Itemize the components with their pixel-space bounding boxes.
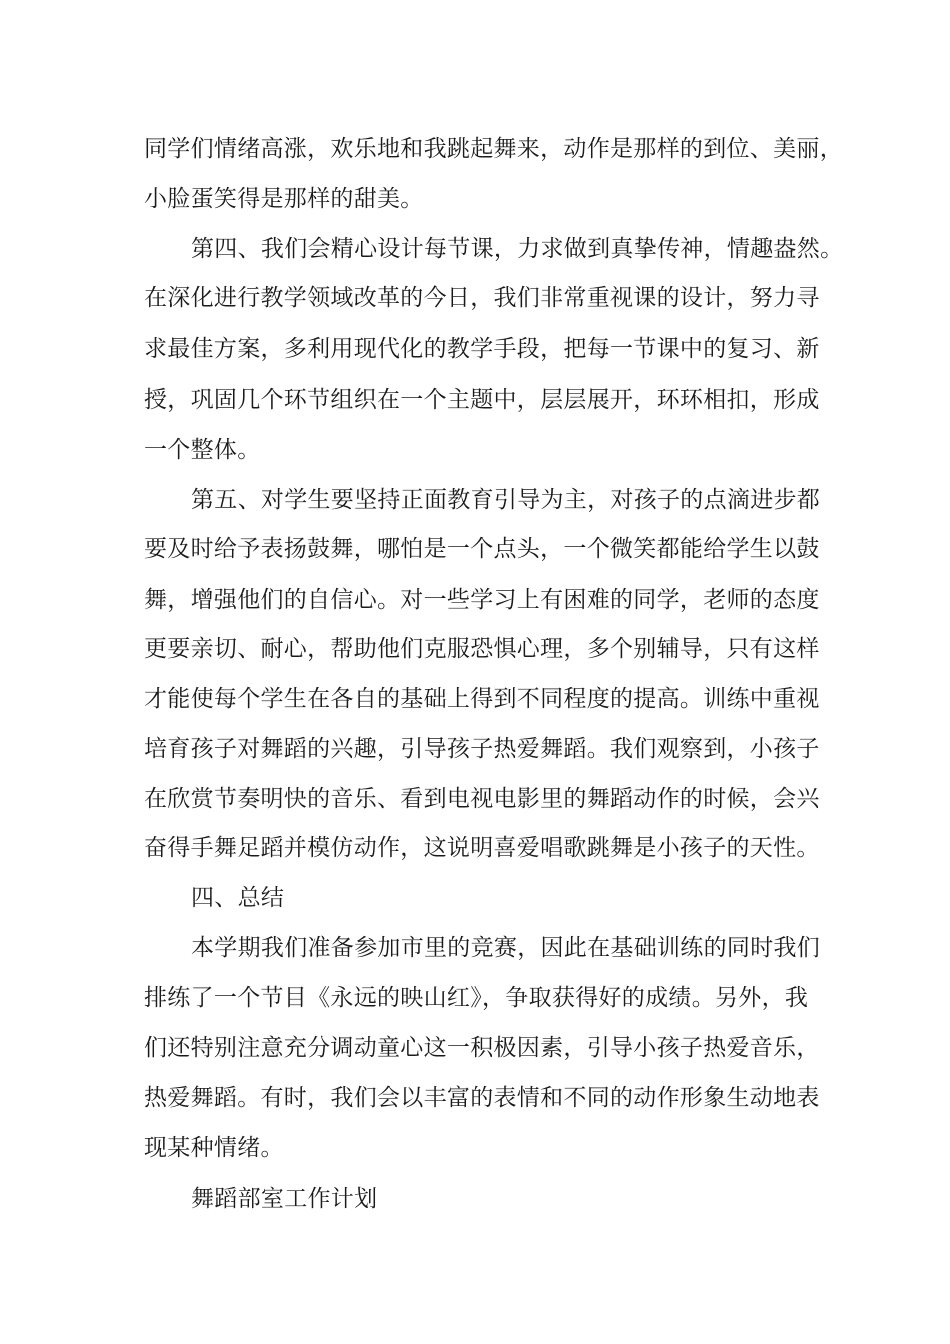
- text-line: 现某种情绪。: [144, 1135, 284, 1161]
- text-line: 求最佳方案，多利用现代化的教学手段，把每一节课中的复习、新: [144, 336, 820, 362]
- text-line: 小脸蛋笑得是那样的甜美。: [144, 186, 424, 212]
- text-line: 更要亲切、耐心，帮助他们克服恐惧心理，多个别辅导，只有这样: [144, 636, 820, 662]
- text-line: 排练了一个节目《永远的映山红》，争取获得好的成绩。另外，我: [144, 985, 809, 1011]
- text-line: 奋得手舞足蹈并模仿动作，这说明喜爱唱歌跳舞是小孩子的天性。: [144, 835, 820, 861]
- text-line: 们还特别注意充分调动童心这一积极因素，引导小孩子热爱音乐，: [144, 1035, 820, 1061]
- section-heading: 四、总结: [191, 885, 285, 911]
- text-line: 一个整体。: [144, 437, 261, 463]
- text-line: 才能使每个学生在各自的基础上得到不同程度的提高。训练中重视: [144, 686, 820, 712]
- text-line: 授，巩固几个环节组织在一个主题中，层层展开，环环相扣，形成: [144, 387, 820, 413]
- paragraph-first-line: 本学期我们准备参加市里的竞赛，因此在基础训练的同时我们: [191, 935, 821, 961]
- text-line: 热爱舞蹈。有时，我们会以丰富的表情和不同的动作形象生动地表: [144, 1085, 820, 1111]
- text-line: 在深化进行教学领域改革的今日，我们非常重视课的设计，努力寻: [144, 285, 820, 311]
- text-line: 培育孩子对舞蹈的兴趣，引导孩子热爱舞蹈。我们观察到，小孩子: [144, 736, 820, 762]
- paragraph-first-line: 第五、对学生要坚持正面教育引导为主，对孩子的点滴进步都: [191, 487, 821, 513]
- text-line: 要及时给予表扬鼓舞，哪怕是一个点头，一个微笑都能给学生以鼓: [144, 536, 820, 562]
- text-line: 舞，增强他们的自信心。对一些学习上有困难的同学，老师的态度: [144, 587, 820, 613]
- text-line: 在欣赏节奏明快的音乐、看到电视电影里的舞蹈动作的时候，会兴: [144, 786, 820, 812]
- document-subtitle: 舞蹈部室工作计划: [191, 1186, 378, 1212]
- paragraph-first-line: 第四、我们会精心设计每节课，力求做到真挚传神，情趣盎然。: [191, 236, 844, 262]
- text-line: 同学们情绪高涨，欢乐地和我跳起舞来，动作是那样的到位、美丽，: [144, 136, 843, 162]
